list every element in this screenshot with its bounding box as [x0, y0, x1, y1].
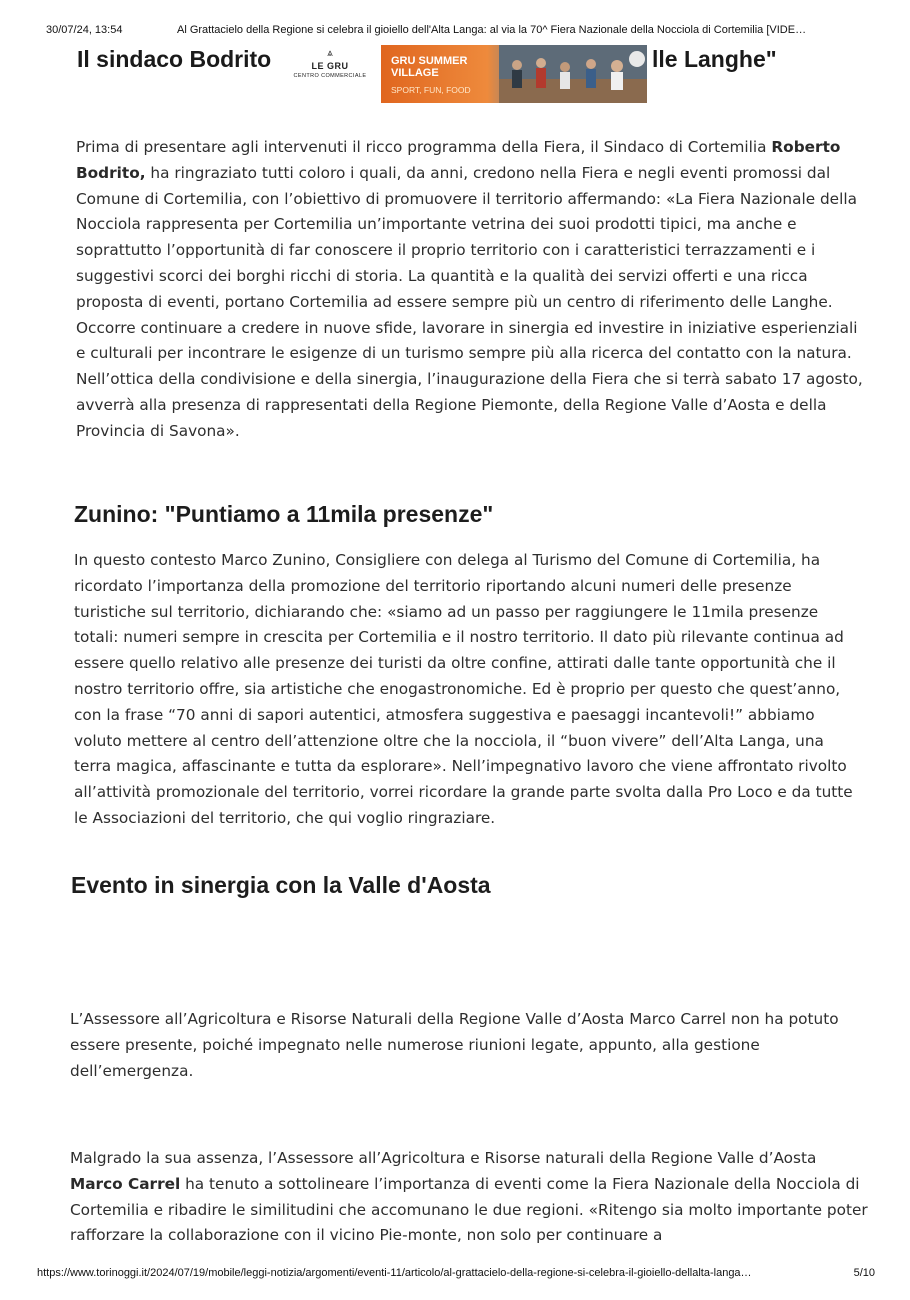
paragraph-carrel-absence: L’Assessore all’Agricoltura e Risorse Naturali della Regione Valle d’Aosta Marco Carrel non ha potuto essere presente, poiché impegnato nelle numerose riunioni legate, appunto, alla gestione dell’emergenza.: [70, 1010, 839, 1080]
print-doc-title: Al Grattacielo della Regione si celebra il gioiello dell'Alta Langa: al via la 70^ Fiera Nazionale della Nocciola di Cortemilia [VIDE…: [177, 24, 807, 36]
section-heading-zunino: Zunino: "Puntiamo a 11mila presenze": [74, 501, 494, 527]
ad-banner-subtitle: SPORT, FUN, FOOD: [391, 85, 471, 95]
paragraph-carrel-body: ha tenuto a sottolineare l’importanza di eventi come la Fiera Nazionale della Nocciola di Cortemilia e ribadire le similitudini che accomunano le due regioni. «Ritengo sia molto importante poter rafforzare la collaborazione con il vicino Pie-monte, non solo per continuare a: [70, 1174, 868, 1245]
paragraph-carrel-intro: Malgrado la sua assenza, l’Assessore all’Agricoltura e Risorse naturali della Regione Valle d’Aosta: [70, 1149, 817, 1167]
paragraph-sindaco: [76, 135, 866, 445]
name-marco-carrel: Marco Carrel: [70, 1174, 181, 1193]
paragraph-sindaco-intro: Prima di presentare agli intervenuti il ricco programma della Fiera, il Sindaco di Cortemilia: [76, 138, 772, 156]
print-timestamp: 30/07/24, 13:54: [46, 24, 123, 36]
section-heading-valle-aosta: Evento in sinergia con la Valle d'Aosta: [71, 872, 491, 898]
print-page-number: 5/10: [853, 1267, 875, 1279]
paragraph-carrel-statement: [70, 1146, 870, 1249]
paragraph-sindaco-body: ha ringraziato tutti coloro i quali, da anni, credono nella Fiera e negli eventi promossi dal Comune di Cortemilia, con l’obiettivo di promuovere il territorio affermando: «La Fiera Nazionale della Nocciola rappresenta per Cortemilia un’importante vetrina dei suoi prodotti tipici, ma anche e soprattutto l’opportunità di far conoscere il proprio territorio con i caratteristici terrazzamenti e i suggestivi scorci dei borghi ricchi di storia. La quantità e la qualità dei servizi offerti e una ricca proposta di eventi, portano Cortemilia ad essere sempre più un centro di riferimento delle Langhe. Occorre continuare a credere in nuove sfide, lavorare in sinergia ed investire in iniziative esperienziali e culturali per incontrare le esigenze di un turismo sempre più alla ricerca del contatto con la natura. Nell’ottica della condivisione e della sinergia, l’inaugurazione della Fiera che si terrà sabato 17 agosto, avverrà alla presenza di rappresentati della Regione Piemonte, della Regione Valle d’Aosta e della Provincia di Savona».: [76, 163, 863, 440]
ad-logo-subtitle: CENTRO COMMERCIALE: [293, 73, 367, 79]
summer-village-ad-banner[interactable]: [381, 45, 647, 103]
print-url: https://www.torinoggi.it/2024/07/19/mobile/leggi-notizia/argomenti/eventi-11/articolo/al-grattacielo-della-regione-si-celebra-il-gioiello-dellalta-langa…: [37, 1267, 752, 1279]
paragraph-zunino: In questo contesto Marco Zunino, Consigliere con delega al Turismo del Comune di Cortemilia, ha ricordato l’importanza della promozione del territorio riportando alcuni numeri delle presenze turistiche sul territorio, dichiarando che: «siamo ad un passo per raggiungere le 11mila presenze totali: numeri sempre in crescita per Cortemilia e il nostro territorio. Il dato più rilevante continua ad essere quello relativo alle presenze dei turisti da oltre confine, attirati dalle tante opportunità che il nostro territorio offre, sia artistiche che enogastronomiche. Ed è proprio per questo che quest’anno, con la frase “70 anni di sapori autentici, atmosfera suggestiva e paesaggi incantevoli!” abbiamo voluto mettere al centro dell’attenzione oltre che la nocciola, il “buon vivere” dell’Alta Langa, una terra magica, affascinante e tutta da esplorare». Nell’impegnativo lavoro che viene affrontato rivolto all’attività promozionale del territorio, vorrei ricordare la grande parte svolta dalla Pro Loco e da tutte le Associazioni del territorio, che qui voglio ringraziare.: [74, 551, 853, 827]
ad-banner-title: GRU SUMMER VILLAGE: [391, 55, 468, 79]
name-roberto-bodrito: Roberto Bodrito,: [76, 138, 841, 182]
section-heading-sindaco-tail: lle Langhe": [652, 46, 777, 72]
ad-logo-name: LE GRU: [311, 61, 349, 71]
ad-banner-photo: [499, 45, 647, 103]
section-heading-sindaco: Il sindaco Bodrito: [77, 46, 272, 72]
crane-icon: ⩓: [327, 48, 333, 59]
le-gru-ad-logo[interactable]: [290, 48, 370, 92]
